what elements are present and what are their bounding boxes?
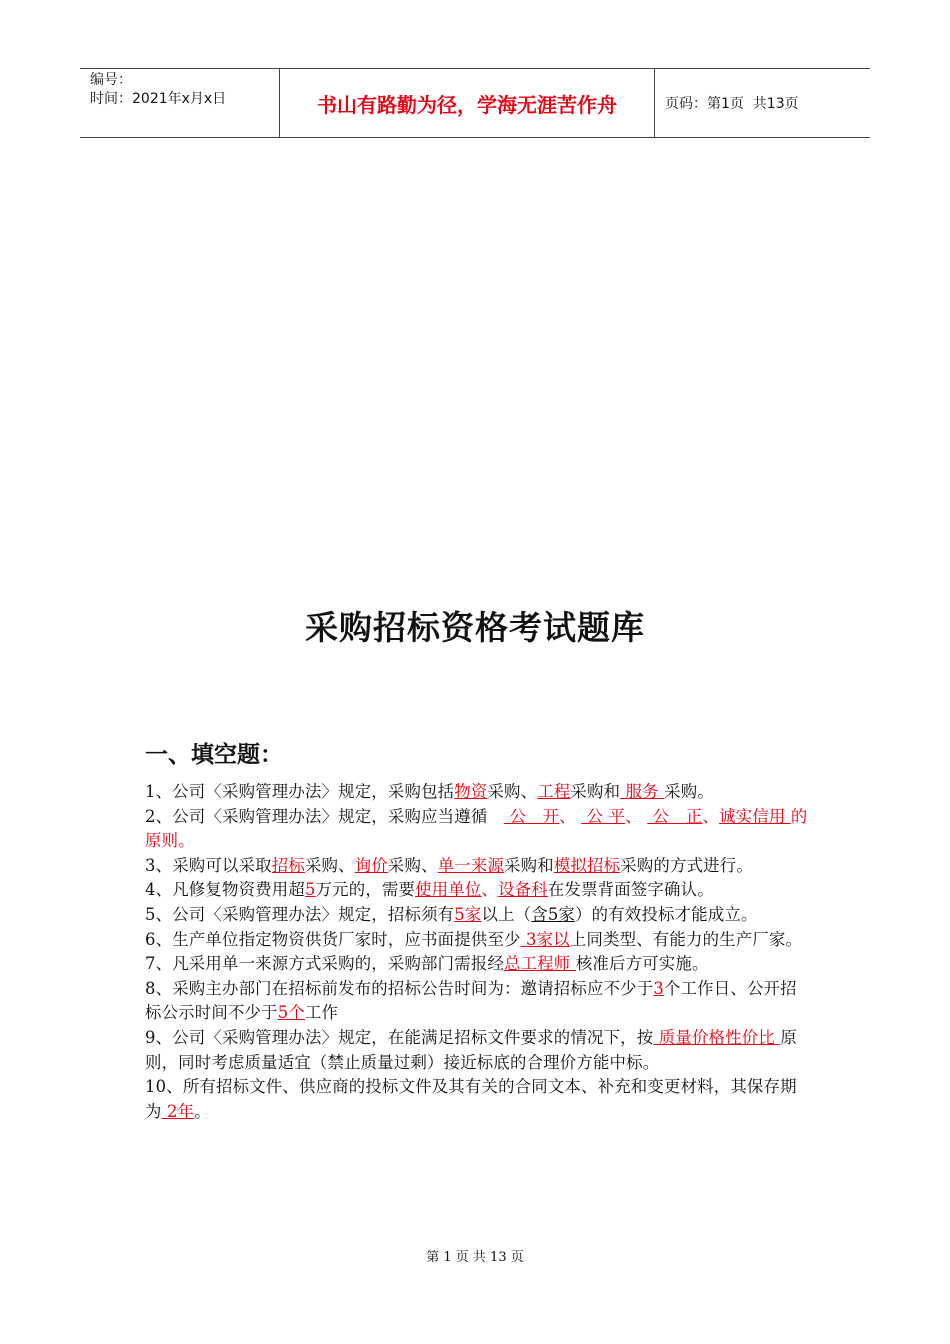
header-page-info bbox=[655, 69, 870, 137]
question-text: 原则，同时考虑质量适宜（禁止质量过剩）接近标底的合理价方能中标。 bbox=[145, 1027, 797, 1072]
question-text: 采购。 bbox=[664, 782, 714, 801]
question-text: 4、凡修复物资费用超 bbox=[145, 880, 305, 900]
question-text: 、 bbox=[702, 806, 720, 826]
number-label: 编号： bbox=[90, 72, 132, 88]
question-8 bbox=[145, 977, 810, 1026]
question-text: 核准后方可实施。 bbox=[575, 954, 709, 974]
answer-blank: 物资 bbox=[454, 782, 488, 801]
date-label: 时间：2021年x月x日 bbox=[90, 91, 227, 107]
question-text: 万元的，需要 bbox=[315, 880, 416, 900]
answer-blank: 2年 bbox=[161, 1101, 195, 1121]
question-text: 10、所有招标文件、供应商的投标文件及其有关的合同文本、补充和变更材料，其保存期为 bbox=[145, 1077, 797, 1121]
question-text: 采购、 bbox=[304, 855, 355, 875]
answer-blank: 5 bbox=[304, 880, 316, 900]
question-text: 采购、 bbox=[487, 782, 538, 801]
question-text: 采购和 bbox=[570, 782, 621, 801]
question-text: 采购和 bbox=[504, 855, 554, 875]
answer-blank: 工程 bbox=[537, 782, 571, 801]
page-footer: 第 1 页 共 13 页 bbox=[426, 1250, 524, 1265]
question-text: 。 bbox=[194, 1101, 211, 1121]
question-text: 2、公司〈采购管理办法〉规定，采购应当遵循 bbox=[145, 806, 505, 826]
question-list bbox=[145, 780, 810, 1124]
question-text: 3、采购可以采取 bbox=[145, 855, 272, 875]
question-text: 在发票背面签字确认。 bbox=[547, 880, 714, 900]
question-text: 、 bbox=[559, 806, 582, 826]
header-motto: 书山有路勤为径，学海无涯苦作舟 bbox=[280, 69, 655, 137]
question-text: 8、采购主办部门在招标前发布的招标公告时间为：邀请招标应不少于 bbox=[145, 978, 654, 998]
question-text: 、 bbox=[625, 806, 648, 826]
question-7 bbox=[145, 952, 810, 977]
answer-blank: 总工程师 bbox=[504, 954, 576, 974]
question-text: 工作 bbox=[304, 1003, 339, 1023]
question-1 bbox=[145, 780, 810, 805]
question-text: 5、公司〈采购管理办法〉规定，招标须有 bbox=[145, 904, 455, 924]
question-4 bbox=[145, 878, 810, 903]
question-3 bbox=[145, 854, 810, 879]
question-text: ）的有效投标才能成立。 bbox=[575, 904, 758, 924]
answer-blank: 3 bbox=[653, 978, 664, 998]
question-6 bbox=[145, 928, 810, 953]
answer-blank: 使用单位 bbox=[415, 880, 482, 900]
question-text: 上同类型、有能力的生产厂家。 bbox=[569, 929, 803, 949]
section-heading: 一、填空题： bbox=[145, 742, 283, 768]
answer-blank: 诚实信用 bbox=[719, 806, 791, 826]
document-title: 采购招标资格考试题库 bbox=[305, 608, 645, 647]
answer-blank: 模拟招标 bbox=[553, 855, 621, 875]
question-text: 采购、 bbox=[387, 855, 438, 875]
answer-blank: 公 开 bbox=[504, 806, 560, 826]
question-text: 1、公司〈采购管理办法〉规定，采购包括 bbox=[145, 782, 455, 801]
header-meta bbox=[80, 69, 280, 137]
question-text: 9、公司〈采购管理办法〉规定，在能满足招标文件要求的情况下，按 bbox=[145, 1027, 654, 1047]
page-header bbox=[80, 68, 870, 138]
question-text: 、 bbox=[481, 880, 499, 900]
answer-blank: 5家 bbox=[454, 904, 482, 924]
answer-blank: 5个 bbox=[277, 1003, 305, 1023]
question-text: 7、凡采用单一来源方式采购的，采购部门需报经 bbox=[145, 954, 505, 974]
question-text: 的原则。 bbox=[145, 806, 808, 851]
question-10 bbox=[145, 1075, 810, 1124]
answer-blank: 3家以 bbox=[520, 929, 570, 949]
question-5 bbox=[145, 903, 810, 928]
answer-blank: 设备科 bbox=[498, 880, 548, 900]
answer-blank: 公 平 bbox=[581, 806, 626, 826]
page-info-text: 页码：第1页 共13页 bbox=[665, 96, 799, 112]
answer-blank: 服务 bbox=[620, 782, 665, 801]
answer-blank: 询价 bbox=[354, 855, 388, 875]
answer-blank: 公 正 bbox=[647, 806, 703, 826]
question-text: 个工作日、公开招标公示时间不少于 bbox=[145, 978, 797, 1023]
underlined-text: 含5家 bbox=[531, 904, 576, 924]
question-text: 采购的方式进行。 bbox=[620, 855, 753, 875]
answer-blank: 招标 bbox=[271, 855, 305, 875]
question-text: 以上（ bbox=[481, 904, 532, 924]
answer-blank: 质量价格性价比 bbox=[653, 1027, 781, 1047]
question-9 bbox=[145, 1026, 810, 1075]
answer-blank: 单一来源 bbox=[437, 855, 505, 875]
question-2 bbox=[145, 805, 810, 854]
question-text: 6、生产单位指定物资供货厂家时，应书面提供至少 bbox=[145, 929, 521, 949]
